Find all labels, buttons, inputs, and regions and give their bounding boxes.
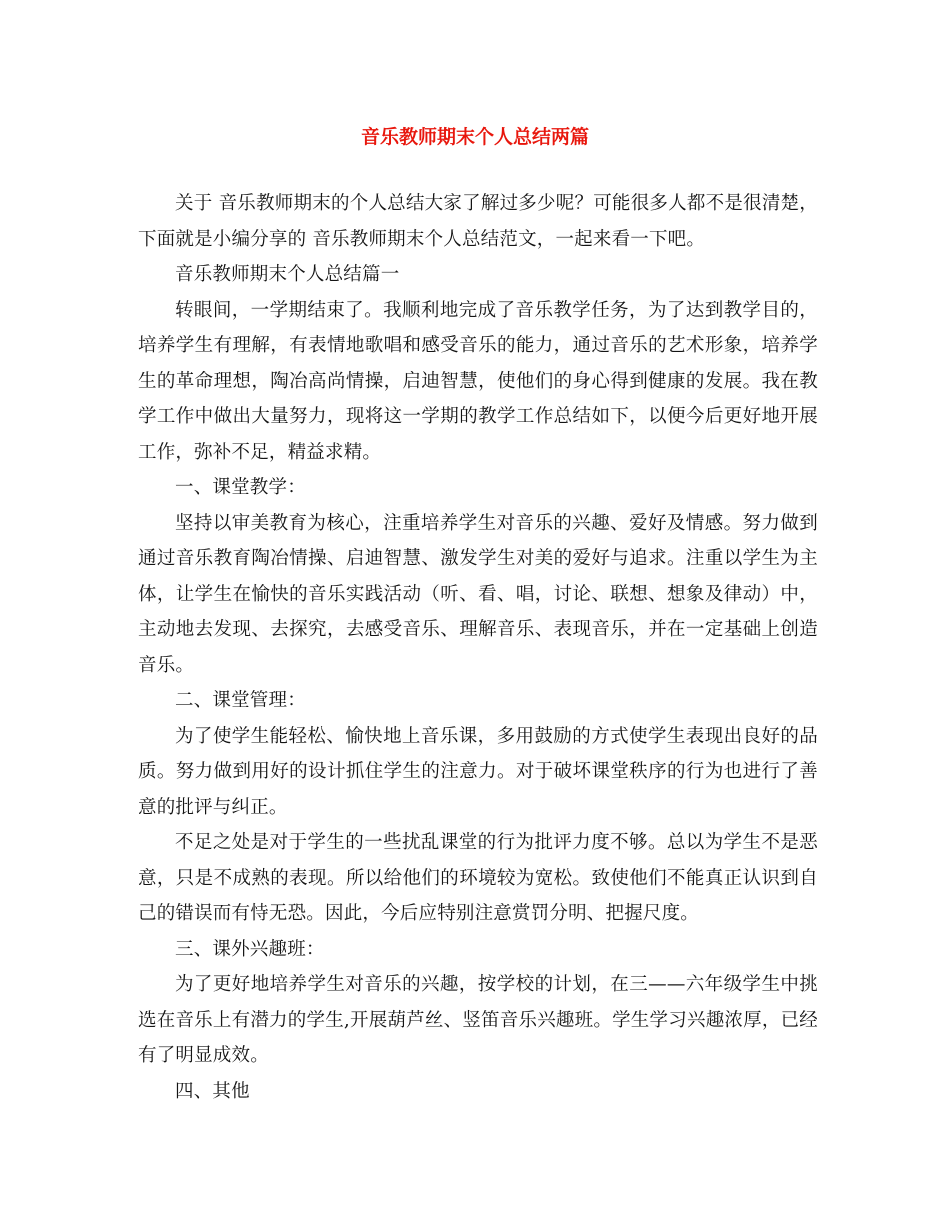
body-paragraph: 为了使学生能轻松、愉快地上音乐课，多用鼓励的方式使学生表现出良好的品质。努力做到用好的设计抓住学生的注意力。对于破坏课堂秩序的行为也进行了善意的批评与纠正。: [138, 725, 818, 818]
body-paragraph: 不足之处是对于学生的一些扰乱课堂的行为批评力度不够。总以为学生不是恶意，只是不成熟的表现。所以给他们的环境较为宽松。致使他们不能真正认识到自己的错误而有恃无恐。因此，今后应特别注意赏罚分明、把握尺度。: [138, 832, 818, 924]
section-heading-classroom-management: 二、课堂管理：: [175, 690, 306, 711]
section-heading-classroom-teaching: 一、课堂教学：: [175, 477, 306, 498]
body-paragraph: 转眼间，一学期结束了。我顺利地完成了音乐教学任务，为了达到教学目的，培养学生有理解，有表情地歌唱和感受音乐的能力，通过音乐的艺术形象，培养学生的革命理想，陶冶高尚情操，启迪智慧，使他们的身心得到健康的发展。我在教学工作中做出大量努力，现将这一学期的教学工作总结如下，以便今后更好地开展工作，弥补不足，精益求精。: [138, 299, 818, 463]
section-heading-other: 四、其他: [175, 1080, 250, 1102]
body-paragraph: 坚持以审美教育为核心，注重培养学生对音乐的兴趣、爱好及情感。努力做到通过音乐教育陶冶情操、启迪智慧、激发学生对美的爱好与追求。注重以学生为主体，让学生在愉快的音乐实践活动（听、看、唱，讨论、联想、想象及律动）中，主动地去发现、去探究，去感受音乐、理解音乐、表现音乐，并在一定基础上创造音乐。: [138, 512, 818, 676]
document-title: 音乐教师期末个人总结两篇: [360, 126, 589, 148]
section-heading-interest-class: 三、课外兴趣班：: [175, 938, 325, 960]
intro-paragraph: 关于 音乐教师期末的个人总结大家了解过多少呢？可能很多人都不是很清楚，下面就是小编分享的 音乐教师期末个人总结范文，一起来看一下吧。: [138, 193, 818, 250]
document-body: [138, 186, 818, 1109]
body-paragraph: 为了更好地培养学生对音乐的兴趣，按学校的计划，在三——六年级学生中挑选在音乐上有潜力的学生,开展葫芦丝、竖笛音乐兴趣班。学生学习兴趣浓厚，已经有了明显成效。: [138, 974, 818, 1066]
section-heading-part-one: 音乐教师期末个人总结篇一: [175, 264, 400, 285]
